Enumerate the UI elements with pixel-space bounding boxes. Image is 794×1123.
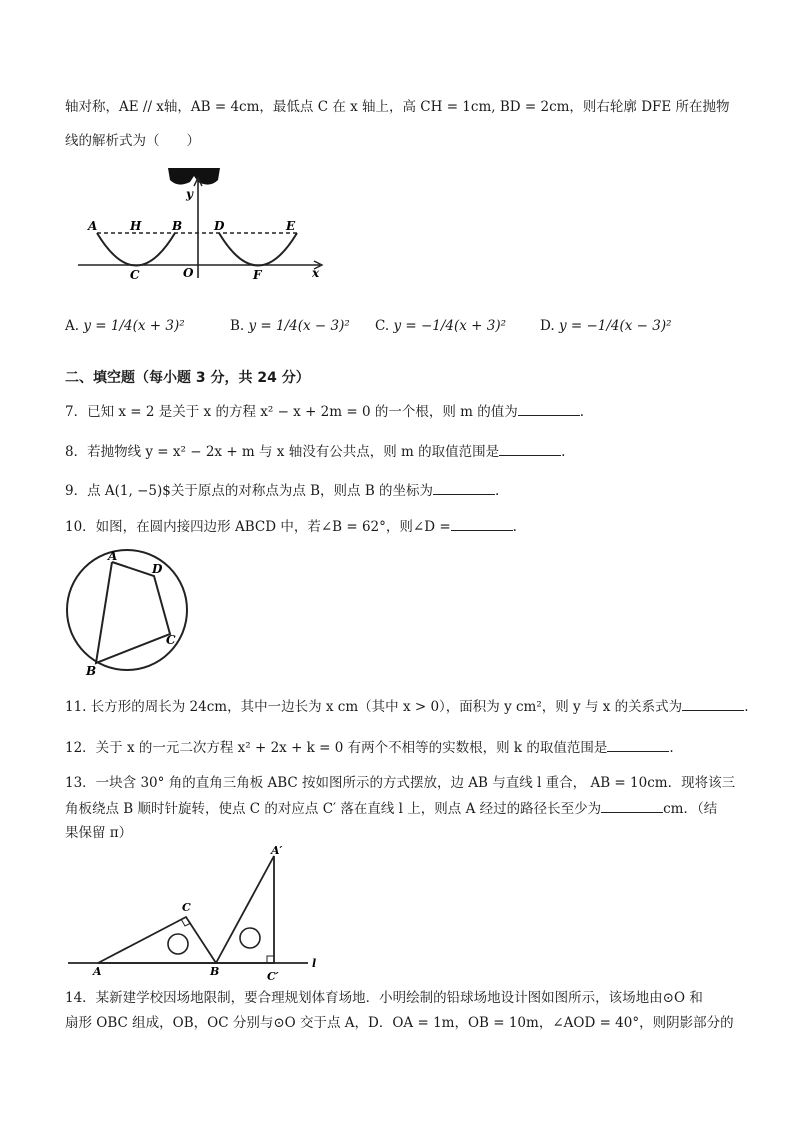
q13-label-c: C	[182, 901, 191, 914]
answer-blank-7[interactable]	[518, 401, 580, 416]
section-heading-fill-blank: 二、填空题（每小题 3 分，共 24 分）	[65, 370, 310, 386]
q13-label-l: l	[312, 957, 317, 970]
q6-label-f: F	[253, 268, 262, 282]
q6-option-d[interactable]: D. y = −1/4(x − 3)²	[540, 318, 672, 334]
q6-option-c[interactable]: C. y = −1/4(x + 3)²	[375, 318, 507, 334]
q6-label-a: A	[88, 219, 98, 233]
q6-label-x: x	[312, 266, 320, 280]
question-14-line2: 扇形 OBC 组成，OB，OC 分别与⊙O 交于点 A，D．OA = 1m，OB = 10m，∠AOD = 40°，则阴影部分的	[65, 1015, 734, 1031]
q6-label-d: D	[214, 219, 225, 233]
answer-blank-13[interactable]	[601, 798, 663, 813]
q6-figure	[70, 158, 330, 288]
answer-blank-10[interactable]	[451, 516, 513, 531]
q6-label-b: B	[172, 219, 183, 233]
q10-label-c: C	[166, 633, 176, 647]
q6-label-c: C	[130, 268, 140, 282]
question-8: 8．若抛物线 y = x² − 2x + m 与 x 轴没有公共点，则 m 的取值范围是 .	[65, 441, 754, 462]
q6-options	[65, 318, 765, 358]
question-10: 10．如图，在圆内接四边形 ABCD 中，若∠B = 62°，则∠D = .	[65, 516, 754, 537]
q10-label-a: A	[108, 549, 118, 563]
q13-label-a-prime: A′	[271, 844, 283, 857]
q13-label-b: B	[210, 965, 220, 978]
answer-blank-11[interactable]	[682, 696, 744, 711]
q13-figure	[68, 842, 328, 982]
question-11: 11. 长方形的周长为 24cm，其中一边长为 x cm（其中 x > 0），面积为 y cm²，则 y 与 x 的关系式为 .	[65, 696, 754, 717]
q10-figure	[64, 550, 194, 680]
q6-text-line1: 轴对称，AE // x轴，AB = 4cm，最低点 C 在 x 轴上，高 CH = 1cm, BD = 2cm，则右轮廓 DFE 所在抛物	[65, 99, 730, 115]
q6-label-e: E	[286, 219, 296, 233]
q6-option-b[interactable]: B. y = 1/4(x − 3)²	[230, 318, 350, 334]
question-12: 12．关于 x 的一元二次方程 x² + 2x + k = 0 有两个不相等的实数根，则 k 的取值范围是 .	[65, 737, 754, 758]
question-13-line1: 13．一块含 30° 角的直角三角板 ABC 按如图所示的方式摆放，边 AB 与直线 l 重合， AB = 10cm．现将该三	[65, 775, 736, 791]
q10-label-b: B	[86, 664, 97, 678]
q10-label-d: D	[152, 562, 163, 576]
q6-label-y: y	[186, 187, 193, 201]
sunglasses-icon	[168, 168, 220, 185]
q6-label-h: H	[130, 219, 142, 233]
question-7: 7．已知 x = 2 是关于 x 的方程 x² − x + 2m = 0 的一个根，则 m 的值为 .	[65, 401, 754, 422]
answer-blank-9[interactable]	[433, 480, 495, 495]
question-9: 9．点 A(1, −5)$关于原点的对称点为点 B，则点 B 的坐标为 .	[65, 480, 754, 501]
q13-label-a: A	[93, 965, 102, 978]
question-13-line2: 角板绕点 B 顺时针旋转，使点 C 的对应点 C′ 落在直线 l 上，则点 A 经过的路径长至少为 cm．（结	[65, 798, 754, 819]
q13-label-c-prime: C′	[267, 970, 279, 983]
q6-text-line2: 线的解析式为（ ）	[65, 133, 200, 149]
question-14-line1: 14．某新建学校因场地限制，要合理规划体育场地．小明绘制的铅球场地设计图如图所示，该场地由⊙O 和	[65, 990, 703, 1006]
answer-blank-8[interactable]	[499, 441, 561, 456]
question-13-line3: 果保留 π）	[65, 825, 133, 841]
answer-blank-12[interactable]	[607, 737, 669, 752]
q6-label-o: O	[183, 266, 194, 280]
q6-option-a[interactable]: A. y = 1/4(x + 3)²	[65, 318, 185, 334]
